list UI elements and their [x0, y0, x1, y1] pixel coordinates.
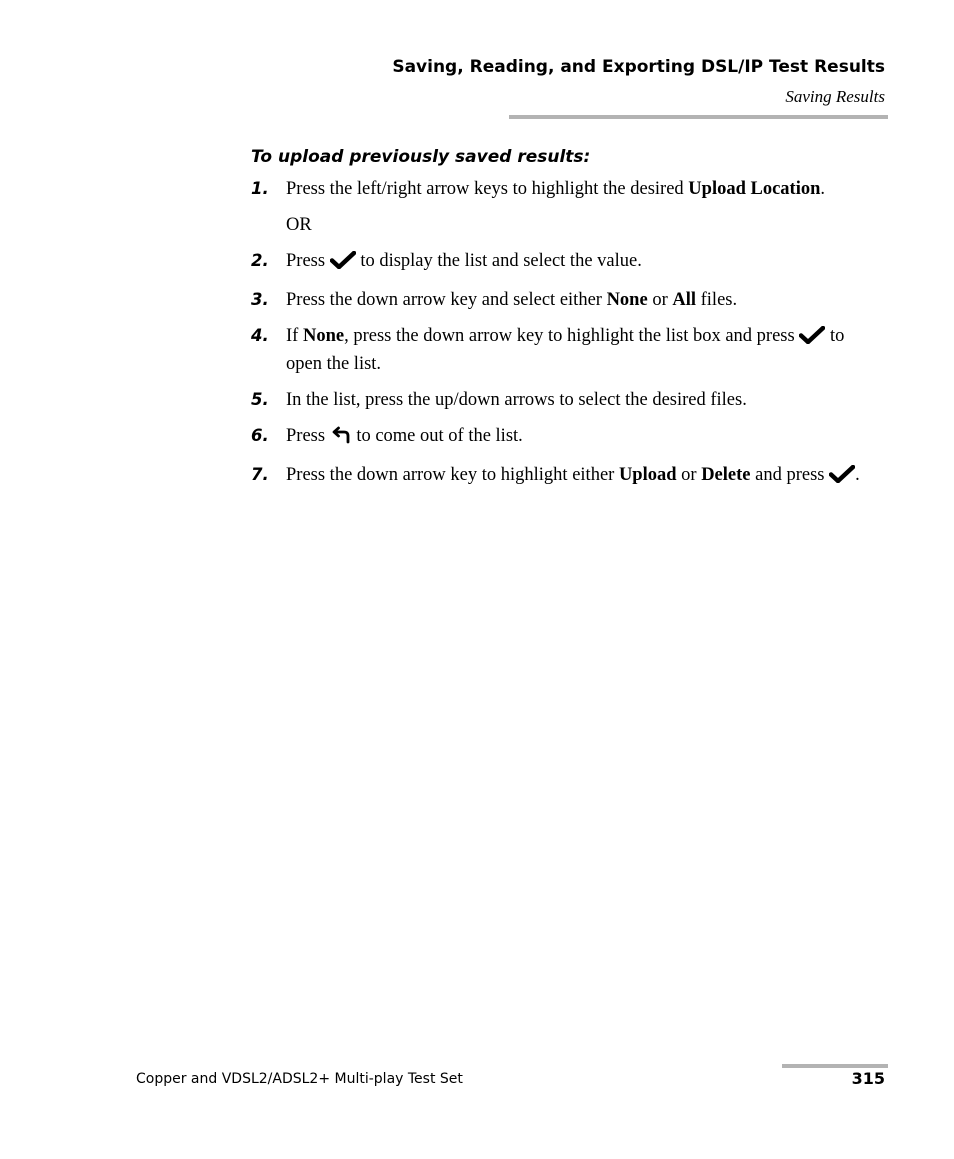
step-bold-text: None [302, 326, 345, 346]
step-number: 5. [251, 389, 269, 409]
step-text: files. [696, 290, 738, 310]
step-bold-text: None [606, 290, 648, 310]
step-bold-text: Upload Location [688, 179, 821, 199]
step-7 [251, 463, 866, 491]
steps-list [251, 177, 866, 502]
header-rule [509, 115, 888, 119]
step-text: Press the left/right arrow keys to highlight the desired [286, 179, 689, 199]
step-text: In the list, press the up/down arrows to select the desired files. [286, 389, 747, 410]
page-number: 315 [851, 1069, 885, 1088]
step-bold-text: Upload [618, 464, 677, 485]
running-header-title: Saving, Reading, and Exporting DSL/IP Test Results [392, 57, 885, 77]
step-text: Press [286, 425, 330, 446]
step-number: 7. [251, 464, 269, 484]
step-6 [251, 424, 866, 452]
step-text: Press the down arrow key and select either [286, 290, 607, 310]
or-separator: OR [286, 215, 312, 235]
step-text: . [855, 464, 860, 485]
return-arrow-icon [330, 426, 352, 452]
step-text: If [286, 326, 303, 346]
step-text: to display the list and select the value. [355, 251, 642, 271]
step-bold-text: All [672, 290, 696, 310]
checkmark-icon [330, 251, 356, 277]
checkmark-icon [799, 326, 825, 352]
step-number: 2. [251, 251, 269, 270]
step-5 [251, 388, 866, 413]
step-text: Press the down arrow key to highlight either [286, 464, 619, 485]
step-text: and press [750, 464, 830, 485]
procedure-title: To upload previously saved results: [251, 147, 591, 167]
step-number: 1. [251, 179, 269, 198]
step-4 [251, 324, 866, 376]
step-text: . [820, 179, 826, 199]
step-1 [251, 177, 866, 202]
step-text: to open the list. [286, 326, 845, 374]
step-text: , press the down arrow key to highlight the list box and press [344, 326, 800, 346]
step-text: or [676, 464, 702, 485]
step-2 [251, 249, 866, 277]
running-header-subtitle: Saving Results [785, 87, 885, 106]
step-text: Press [286, 251, 330, 271]
checkmark-icon [829, 465, 855, 491]
step-bold-text: Delete [701, 464, 751, 485]
footer-rule [782, 1064, 888, 1068]
footer-product-name: Copper and VDSL2/ADSL2+ Multi-play Test Set [136, 1071, 463, 1087]
step-3 [251, 288, 866, 313]
step-text: or [647, 290, 673, 310]
step-number: 3. [251, 290, 269, 309]
step-number: 4. [251, 326, 269, 345]
step-text: to come out of the list. [351, 425, 523, 446]
step-number: 6. [251, 425, 269, 445]
